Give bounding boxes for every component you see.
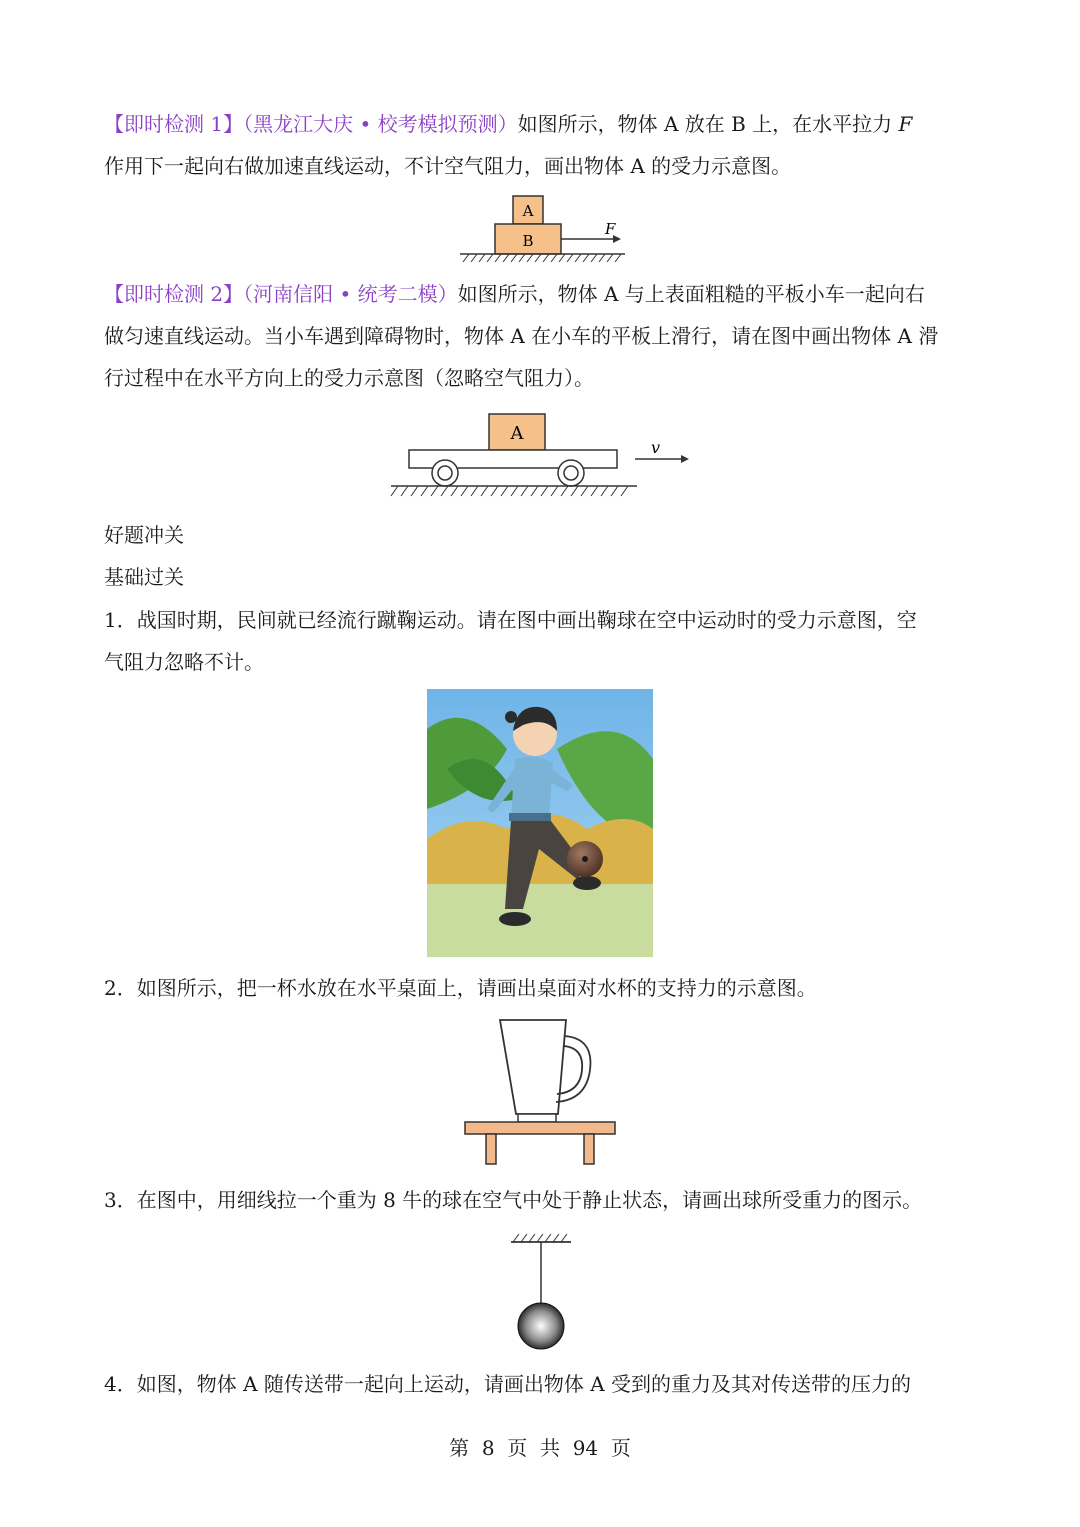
q1-line2: 作用下一起向右做加速直线运动，不计空气阻力，画出物体 A 的受力示意图。 <box>104 154 792 178</box>
p1-line2: 气阻力忽略不计。 <box>104 650 264 674</box>
boy-shirt <box>511 757 553 819</box>
q2-text: 如图所示，物体 A 与上表面粗糙的平板小车一起向右 <box>457 282 925 306</box>
ground-hatching <box>463 254 621 262</box>
block-b-label: B <box>522 232 534 250</box>
q2-line3: 行过程中在水平方向上的受力示意图（忽略空气阻力）。 <box>104 366 594 390</box>
q1-source: （黑龙江大庆 • 校考模拟预测） <box>243 112 518 136</box>
table-leg-left <box>486 1134 496 1164</box>
block-a-label: A <box>522 202 534 220</box>
block-a-label: A <box>510 423 524 444</box>
p4-line1: 4．如图，物体 A 随传送带一起向上运动，请画出物体 A 受到的重力及其对传送带的压力的 <box>104 1372 912 1396</box>
q2-figure-cart <box>385 408 705 504</box>
force-label: F <box>605 220 616 238</box>
grass <box>427 884 653 957</box>
table-top <box>465 1122 615 1134</box>
boy-shoe-left <box>499 912 531 926</box>
cup-base <box>518 1114 556 1122</box>
velocity-arrowhead <box>681 455 689 463</box>
boy-shoe-right <box>573 876 601 890</box>
ground-hatching <box>391 486 628 496</box>
p1-illustration-cuju <box>427 689 653 957</box>
q1-figure-blocks <box>455 190 635 270</box>
table-leg-right <box>584 1134 594 1164</box>
q2-line1 <box>104 280 984 308</box>
ceiling-hatching <box>513 1234 567 1242</box>
p3-line1: 3．在图中，用细线拉一个重为 8 牛的球在空气中处于静止状态，请画出球所受重力的图示。 <box>104 1188 923 1212</box>
q2-line2: 做匀速直线运动。当小车遇到障碍物时，物体 A 在小车的平板上滑行，请在图中画出物体 A 滑 <box>104 324 939 348</box>
q1-text: 如图所示，物体 A 放在 B 上，在水平拉力 <box>517 112 899 136</box>
p1-line1: 1．战国时期，民间就已经流行蹴鞠运动。请在图中画出鞠球在空中运动时的受力示意图，空 <box>104 608 917 632</box>
cup-body <box>500 1020 566 1114</box>
ball <box>518 1303 564 1349</box>
page-footer: 第 8 页 共 94 页 <box>449 1436 631 1460</box>
p2-line1: 2．如图所示，把一杯水放在水平桌面上，请画出桌面对水杯的支持力的示意图。 <box>104 976 817 1000</box>
velocity-label: v <box>651 438 661 457</box>
subsection-title: 基础过关 <box>104 565 184 589</box>
p3-figure-pendulum <box>505 1230 577 1354</box>
q1-force-symbol: F <box>898 112 913 136</box>
q1-line1 <box>104 110 984 138</box>
section-title: 好题冲关 <box>104 523 184 547</box>
p2-figure-cup-table <box>460 1014 620 1166</box>
q1-tag: 【即时检测 1】 <box>104 112 244 136</box>
q2-source: （河南信阳 • 统考二模） <box>243 282 458 306</box>
q2-tag: 【即时检测 2】 <box>104 282 244 306</box>
